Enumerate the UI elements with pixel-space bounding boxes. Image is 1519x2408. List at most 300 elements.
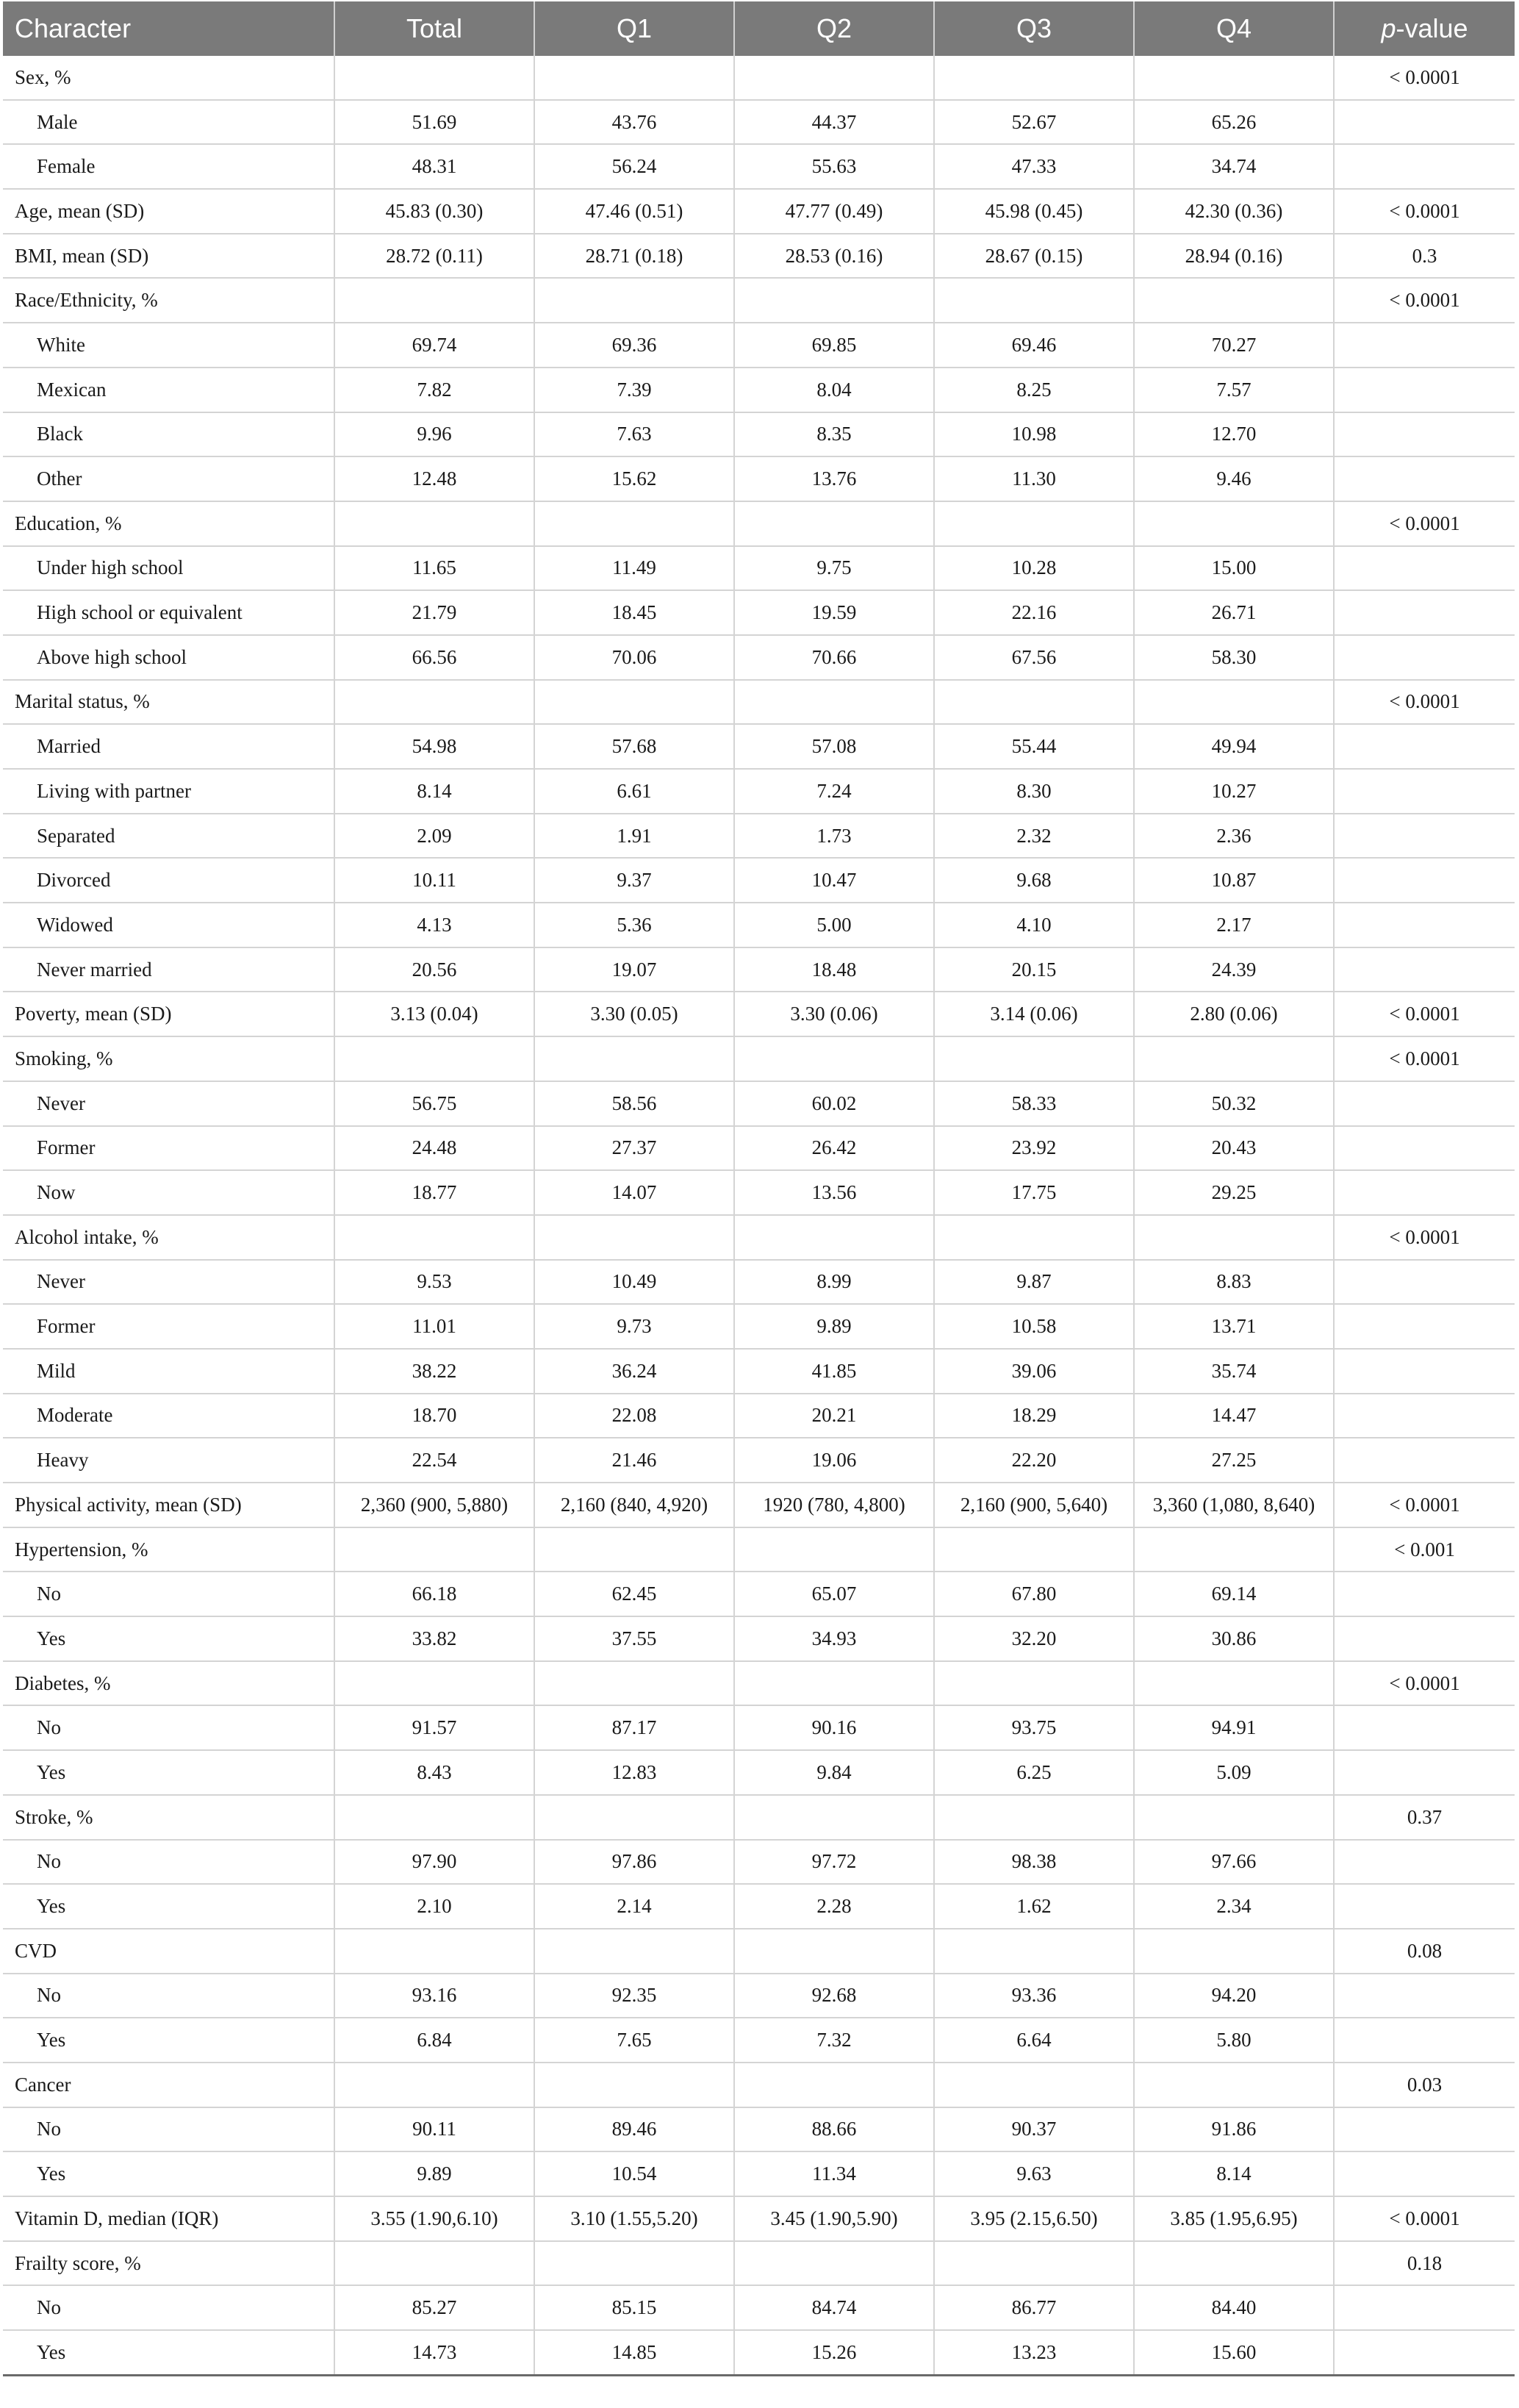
- cell-p-value: [1334, 635, 1515, 680]
- cell-q2: 3.45 (1.90,5.90): [734, 2196, 934, 2241]
- cell-q4: 58.30: [1134, 635, 1334, 680]
- cell-q4: [1134, 2063, 1334, 2107]
- cell-total: 85.27: [334, 2285, 534, 2330]
- cell-q1: 21.46: [534, 1438, 734, 1483]
- cell-character: Mexican: [3, 368, 334, 412]
- cell-character: Vitamin D, median (IQR): [3, 2196, 334, 2241]
- cell-total: 11.01: [334, 1304, 534, 1349]
- cell-p-value: < 0.0001: [1334, 680, 1515, 725]
- cell-character: Stroke, %: [3, 1795, 334, 1840]
- cell-q3: 17.75: [934, 1170, 1134, 1215]
- cell-q1: 7.63: [534, 412, 734, 457]
- cell-q3: 22.20: [934, 1438, 1134, 1483]
- p-italic-prefix: p: [1381, 13, 1396, 43]
- cell-total: 93.16: [334, 1974, 534, 2018]
- cell-q2: 7.32: [734, 2018, 934, 2063]
- table-row-subcategory: [3, 769, 1515, 814]
- cell-q2: 60.02: [734, 1081, 934, 1126]
- cell-q2: 13.76: [734, 456, 934, 501]
- cell-q1: 37.55: [534, 1616, 734, 1661]
- cell-p-value: [1334, 1081, 1515, 1126]
- cell-character: Physical activity, mean (SD): [3, 1483, 334, 1527]
- cell-q1: 58.56: [534, 1081, 734, 1126]
- cell-q2: 84.74: [734, 2285, 934, 2330]
- cell-total: [334, 680, 534, 725]
- cell-p-value: [1334, 858, 1515, 903]
- cell-q3: 6.25: [934, 1750, 1134, 1795]
- cell-q3: 6.64: [934, 2018, 1134, 2063]
- cell-p-value: [1334, 2018, 1515, 2063]
- cell-total: 18.70: [334, 1394, 534, 1438]
- cell-p-value: [1334, 1974, 1515, 2018]
- cell-total: 9.89: [334, 2151, 534, 2196]
- cell-character: Smoking, %: [3, 1036, 334, 1081]
- cell-total: [334, 501, 534, 546]
- cell-q3: 98.38: [934, 1840, 1134, 1885]
- cell-p-value: [1334, 1349, 1515, 1394]
- cell-p-value: < 0.001: [1334, 1527, 1515, 1572]
- header-q3: Q3: [934, 1, 1134, 56]
- cell-q2: 11.34: [734, 2151, 934, 2196]
- cell-total: 18.77: [334, 1170, 534, 1215]
- cell-p-value: < 0.0001: [1334, 1215, 1515, 1260]
- cell-q4: 34.74: [1134, 144, 1334, 189]
- table-row-subcategory: [3, 1884, 1515, 1929]
- table-header: [3, 1, 1515, 56]
- cell-p-value: [1334, 1438, 1515, 1483]
- cell-q4: 35.74: [1134, 1349, 1334, 1394]
- table-row-subcategory: [3, 546, 1515, 591]
- cell-q1: 89.46: [534, 2107, 734, 2152]
- table-row-variable: [3, 234, 1515, 279]
- cell-q1: [534, 56, 734, 100]
- cell-total: 20.56: [334, 947, 534, 992]
- table-row-subcategory: [3, 1616, 1515, 1661]
- cell-character: Poverty, mean (SD): [3, 992, 334, 1036]
- cell-q4: 12.70: [1134, 412, 1334, 457]
- cell-total: 10.11: [334, 858, 534, 903]
- cell-p-value: < 0.0001: [1334, 1036, 1515, 1081]
- cell-q1: 14.07: [534, 1170, 734, 1215]
- cell-character: Never: [3, 1260, 334, 1305]
- cell-p-value: [1334, 144, 1515, 189]
- cell-q1: 15.62: [534, 456, 734, 501]
- cell-total: 91.57: [334, 1705, 534, 1750]
- cell-p-value: 0.37: [1334, 1795, 1515, 1840]
- cell-q3: 58.33: [934, 1081, 1134, 1126]
- cell-q2: 1920 (780, 4,800): [734, 1483, 934, 1527]
- cell-q3: 9.68: [934, 858, 1134, 903]
- table-body: [3, 56, 1515, 2375]
- cell-p-value: [1334, 1394, 1515, 1438]
- cell-total: [334, 2241, 534, 2286]
- cell-p-value: 0.18: [1334, 2241, 1515, 2286]
- cell-q2: 7.24: [734, 769, 934, 814]
- cell-p-value: < 0.0001: [1334, 992, 1515, 1036]
- cell-total: 66.56: [334, 635, 534, 680]
- cell-q1: 97.86: [534, 1840, 734, 1885]
- cell-character: Alcohol intake, %: [3, 1215, 334, 1260]
- cell-q2: [734, 1036, 934, 1081]
- cell-q4: 10.87: [1134, 858, 1334, 903]
- cell-q3: 86.77: [934, 2285, 1134, 2330]
- cell-q4: [1134, 56, 1334, 100]
- cell-q2: 19.59: [734, 590, 934, 635]
- cell-character: Former: [3, 1304, 334, 1349]
- cell-q2: [734, 2063, 934, 2107]
- cell-character: No: [3, 2107, 334, 2152]
- cell-character: Mild: [3, 1349, 334, 1394]
- cell-total: [334, 1215, 534, 1260]
- cell-q1: 11.49: [534, 546, 734, 591]
- table-row-subcategory: [3, 144, 1515, 189]
- cell-p-value: [1334, 2330, 1515, 2375]
- cell-total: 66.18: [334, 1572, 534, 1616]
- cell-character: Hypertension, %: [3, 1527, 334, 1572]
- cell-q3: 10.58: [934, 1304, 1134, 1349]
- cell-q4: 65.26: [1134, 100, 1334, 145]
- cell-q1: 69.36: [534, 323, 734, 368]
- cell-character: Frailty score, %: [3, 2241, 334, 2286]
- cell-q4: 5.09: [1134, 1750, 1334, 1795]
- cell-q2: 28.53 (0.16): [734, 234, 934, 279]
- table-row-subcategory: [3, 100, 1515, 145]
- cell-p-value: [1334, 323, 1515, 368]
- cell-q1: [534, 2063, 734, 2107]
- cell-q3: 93.75: [934, 1705, 1134, 1750]
- cell-p-value: [1334, 1304, 1515, 1349]
- cell-q3: 10.28: [934, 546, 1134, 591]
- cell-q3: 2.32: [934, 814, 1134, 859]
- cell-p-value: [1334, 412, 1515, 457]
- table-row-subcategory: [3, 323, 1515, 368]
- cell-q4: 29.25: [1134, 1170, 1334, 1215]
- cell-q2: 2.28: [734, 1884, 934, 1929]
- cell-q3: 3.95 (2.15,6.50): [934, 2196, 1134, 2241]
- table-row-variable: [3, 2063, 1515, 2107]
- cell-total: [334, 1661, 534, 1706]
- header-q2: Q2: [734, 1, 934, 56]
- table-row-subcategory: [3, 2107, 1515, 2152]
- cell-q1: 92.35: [534, 1974, 734, 2018]
- cell-q2: 9.84: [734, 1750, 934, 1795]
- table-row-variable: [3, 189, 1515, 234]
- cell-q4: 15.60: [1134, 2330, 1334, 2375]
- cell-q3: 52.67: [934, 100, 1134, 145]
- cell-q3: 39.06: [934, 1349, 1134, 1394]
- cell-p-value: [1334, 2151, 1515, 2196]
- cell-q4: 84.40: [1134, 2285, 1334, 2330]
- cell-q4: [1134, 1036, 1334, 1081]
- cell-q4: 10.27: [1134, 769, 1334, 814]
- cell-q4: [1134, 1661, 1334, 1706]
- cell-q1: 27.37: [534, 1126, 734, 1171]
- cell-q1: 43.76: [534, 100, 734, 145]
- cell-total: 3.55 (1.90,6.10): [334, 2196, 534, 2241]
- table-row-subcategory: [3, 1260, 1515, 1305]
- cell-q3: [934, 1036, 1134, 1081]
- cell-character: Moderate: [3, 1394, 334, 1438]
- cell-total: [334, 278, 534, 323]
- table-row-variable: [3, 1036, 1515, 1081]
- cell-p-value: [1334, 100, 1515, 145]
- cell-total: 22.54: [334, 1438, 534, 1483]
- cell-q1: 47.46 (0.51): [534, 189, 734, 234]
- cell-q4: 70.27: [1134, 323, 1334, 368]
- cell-q4: 97.66: [1134, 1840, 1334, 1885]
- table-row-variable: [3, 1527, 1515, 1572]
- cell-total: 28.72 (0.11): [334, 234, 534, 279]
- cell-p-value: [1334, 1705, 1515, 1750]
- cell-character: Under high school: [3, 546, 334, 591]
- cell-q1: 10.54: [534, 2151, 734, 2196]
- cell-p-value: [1334, 1126, 1515, 1171]
- cell-q3: 90.37: [934, 2107, 1134, 2152]
- cell-q4: [1134, 278, 1334, 323]
- header-character: Character: [3, 1, 334, 56]
- cell-character: No: [3, 1840, 334, 1885]
- cell-q4: 94.20: [1134, 1974, 1334, 2018]
- cell-q3: 1.62: [934, 1884, 1134, 1929]
- cell-total: 38.22: [334, 1349, 534, 1394]
- cell-q3: 2,160 (900, 5,640): [934, 1483, 1134, 1527]
- cell-q1: 6.61: [534, 769, 734, 814]
- cell-q1: 3.30 (0.05): [534, 992, 734, 1036]
- cell-character: Diabetes, %: [3, 1661, 334, 1706]
- cell-character: Other: [3, 456, 334, 501]
- cell-q3: 9.87: [934, 1260, 1134, 1305]
- table-row-subcategory: [3, 1126, 1515, 1171]
- cell-q4: 5.80: [1134, 2018, 1334, 2063]
- cell-total: 2.10: [334, 1884, 534, 1929]
- cell-q4: [1134, 1215, 1334, 1260]
- p-value-suffix: -value: [1396, 13, 1468, 43]
- cell-q2: 8.99: [734, 1260, 934, 1305]
- cell-q4: 20.43: [1134, 1126, 1334, 1171]
- cell-q3: [934, 2063, 1134, 2107]
- cell-character: Yes: [3, 2330, 334, 2375]
- cell-character: Female: [3, 144, 334, 189]
- cell-q3: [934, 1795, 1134, 1840]
- cell-character: Yes: [3, 2151, 334, 2196]
- table-row-subcategory: [3, 1081, 1515, 1126]
- cell-character: Never married: [3, 947, 334, 992]
- cell-character: Marital status, %: [3, 680, 334, 725]
- table-row-subcategory: [3, 1750, 1515, 1795]
- cell-character: Separated: [3, 814, 334, 859]
- cell-q2: 34.93: [734, 1616, 934, 1661]
- cell-q2: 97.72: [734, 1840, 934, 1885]
- cell-q2: 90.16: [734, 1705, 934, 1750]
- table-row-subcategory: [3, 590, 1515, 635]
- cell-p-value: < 0.0001: [1334, 278, 1515, 323]
- cell-q2: [734, 2241, 934, 2286]
- cell-q4: 2.80 (0.06): [1134, 992, 1334, 1036]
- cell-q2: 26.42: [734, 1126, 934, 1171]
- table-row-variable: [3, 992, 1515, 1036]
- cell-q3: [934, 1661, 1134, 1706]
- cell-q1: 9.37: [534, 858, 734, 903]
- cell-q4: 14.47: [1134, 1394, 1334, 1438]
- table-row-variable: [3, 1929, 1515, 1974]
- table-row-variable: [3, 56, 1515, 100]
- cell-total: 48.31: [334, 144, 534, 189]
- cell-p-value: [1334, 456, 1515, 501]
- cell-total: 7.82: [334, 368, 534, 412]
- cell-character: Former: [3, 1126, 334, 1171]
- cell-q2: 20.21: [734, 1394, 934, 1438]
- header-q4: Q4: [1134, 1, 1334, 56]
- cell-character: BMI, mean (SD): [3, 234, 334, 279]
- cell-q1: 2.14: [534, 1884, 734, 1929]
- table-row-subcategory: [3, 947, 1515, 992]
- cell-total: [334, 1527, 534, 1572]
- cell-q4: 91.86: [1134, 2107, 1334, 2152]
- cell-q4: 26.71: [1134, 590, 1334, 635]
- table-row-subcategory: [3, 1349, 1515, 1394]
- table-row-subcategory: [3, 2285, 1515, 2330]
- cell-character: No: [3, 1705, 334, 1750]
- cell-q1: 56.24: [534, 144, 734, 189]
- cell-total: 9.53: [334, 1260, 534, 1305]
- cell-q4: [1134, 1929, 1334, 1974]
- cell-character: Yes: [3, 1616, 334, 1661]
- cell-p-value: [1334, 1616, 1515, 1661]
- cell-q1: [534, 680, 734, 725]
- cell-character: Never: [3, 1081, 334, 1126]
- cell-q1: [534, 1527, 734, 1572]
- table-row-variable: [3, 1215, 1515, 1260]
- cell-total: 21.79: [334, 590, 534, 635]
- cell-q1: 22.08: [534, 1394, 734, 1438]
- cell-q3: [934, 1929, 1134, 1974]
- cell-q1: 9.73: [534, 1304, 734, 1349]
- cell-q2: 88.66: [734, 2107, 934, 2152]
- header-total: Total: [334, 1, 534, 56]
- cell-q1: 70.06: [534, 635, 734, 680]
- cell-q3: [934, 1527, 1134, 1572]
- cell-q1: 5.36: [534, 903, 734, 947]
- cell-q2: 13.56: [734, 1170, 934, 1215]
- cell-character: Above high school: [3, 635, 334, 680]
- cell-p-value: < 0.0001: [1334, 501, 1515, 546]
- cell-total: 69.74: [334, 323, 534, 368]
- cell-p-value: [1334, 2285, 1515, 2330]
- cell-total: [334, 56, 534, 100]
- cell-q3: 9.63: [934, 2151, 1134, 2196]
- table-row-subcategory: [3, 2018, 1515, 2063]
- cell-q3: 55.44: [934, 724, 1134, 769]
- cell-q1: [534, 278, 734, 323]
- cell-q3: 13.23: [934, 2330, 1134, 2375]
- cell-q1: [534, 2241, 734, 2286]
- cell-q1: [534, 1795, 734, 1840]
- table-row-subcategory: [3, 1705, 1515, 1750]
- cell-q4: [1134, 1527, 1334, 1572]
- cell-q4: [1134, 680, 1334, 725]
- cell-q3: [934, 2241, 1134, 2286]
- cell-q1: [534, 1215, 734, 1260]
- table-row-variable: [3, 2196, 1515, 2241]
- cell-character: White: [3, 323, 334, 368]
- cell-p-value: [1334, 1260, 1515, 1305]
- cell-q4: 50.32: [1134, 1081, 1334, 1126]
- table-row-subcategory: [3, 2151, 1515, 2196]
- cell-total: 97.90: [334, 1840, 534, 1885]
- table-row-subcategory: [3, 2330, 1515, 2375]
- cell-p-value: [1334, 2107, 1515, 2152]
- cell-p-value: [1334, 724, 1515, 769]
- cell-q2: 69.85: [734, 323, 934, 368]
- cell-total: 6.84: [334, 2018, 534, 2063]
- cell-q4: 13.71: [1134, 1304, 1334, 1349]
- table-row-subcategory: [3, 1438, 1515, 1483]
- cell-q2: 18.48: [734, 947, 934, 992]
- cell-q3: 22.16: [934, 590, 1134, 635]
- cell-q1: 7.65: [534, 2018, 734, 2063]
- cell-q2: [734, 1929, 934, 1974]
- cell-q1: 14.85: [534, 2330, 734, 2375]
- cell-q3: 10.98: [934, 412, 1134, 457]
- table-row-subcategory: [3, 1394, 1515, 1438]
- cell-q2: [734, 501, 934, 546]
- cell-q4: 28.94 (0.16): [1134, 234, 1334, 279]
- cell-q2: 8.04: [734, 368, 934, 412]
- table-row-subcategory: [3, 1974, 1515, 2018]
- cell-q2: 55.63: [734, 144, 934, 189]
- header-row: [3, 1, 1515, 56]
- table-row-variable: [3, 278, 1515, 323]
- cell-character: No: [3, 1572, 334, 1616]
- cell-character: High school or equivalent: [3, 590, 334, 635]
- cell-q4: 3,360 (1,080, 8,640): [1134, 1483, 1334, 1527]
- table-row-subcategory: [3, 724, 1515, 769]
- cell-total: 3.13 (0.04): [334, 992, 534, 1036]
- cell-character: CVD: [3, 1929, 334, 1974]
- cell-q4: [1134, 2241, 1334, 2286]
- cell-q1: 85.15: [534, 2285, 734, 2330]
- cell-q3: 67.56: [934, 635, 1134, 680]
- baseline-characteristics-table: [3, 1, 1515, 2376]
- cell-q2: [734, 278, 934, 323]
- cell-q2: 65.07: [734, 1572, 934, 1616]
- cell-q2: [734, 56, 934, 100]
- cell-p-value: 0.3: [1334, 234, 1515, 279]
- cell-q3: [934, 56, 1134, 100]
- cell-q4: 2.34: [1134, 1884, 1334, 1929]
- cell-q4: 15.00: [1134, 546, 1334, 591]
- cell-total: 9.96: [334, 412, 534, 457]
- cell-total: [334, 1795, 534, 1840]
- cell-total: [334, 1036, 534, 1081]
- cell-q2: 3.30 (0.06): [734, 992, 934, 1036]
- cell-p-value: [1334, 814, 1515, 859]
- cell-character: Yes: [3, 1884, 334, 1929]
- cell-character: No: [3, 2285, 334, 2330]
- cell-p-value: < 0.0001: [1334, 2196, 1515, 2241]
- cell-q1: 28.71 (0.18): [534, 234, 734, 279]
- cell-q3: 20.15: [934, 947, 1134, 992]
- table-row-subcategory: [3, 456, 1515, 501]
- cell-q3: 28.67 (0.15): [934, 234, 1134, 279]
- cell-p-value: 0.03: [1334, 2063, 1515, 2107]
- table-row-subcategory: [3, 1840, 1515, 1885]
- cell-q1: [534, 1929, 734, 1974]
- table-row-subcategory: [3, 368, 1515, 412]
- cell-q4: 8.83: [1134, 1260, 1334, 1305]
- cell-q3: 67.80: [934, 1572, 1134, 1616]
- cell-q4: 2.36: [1134, 814, 1334, 859]
